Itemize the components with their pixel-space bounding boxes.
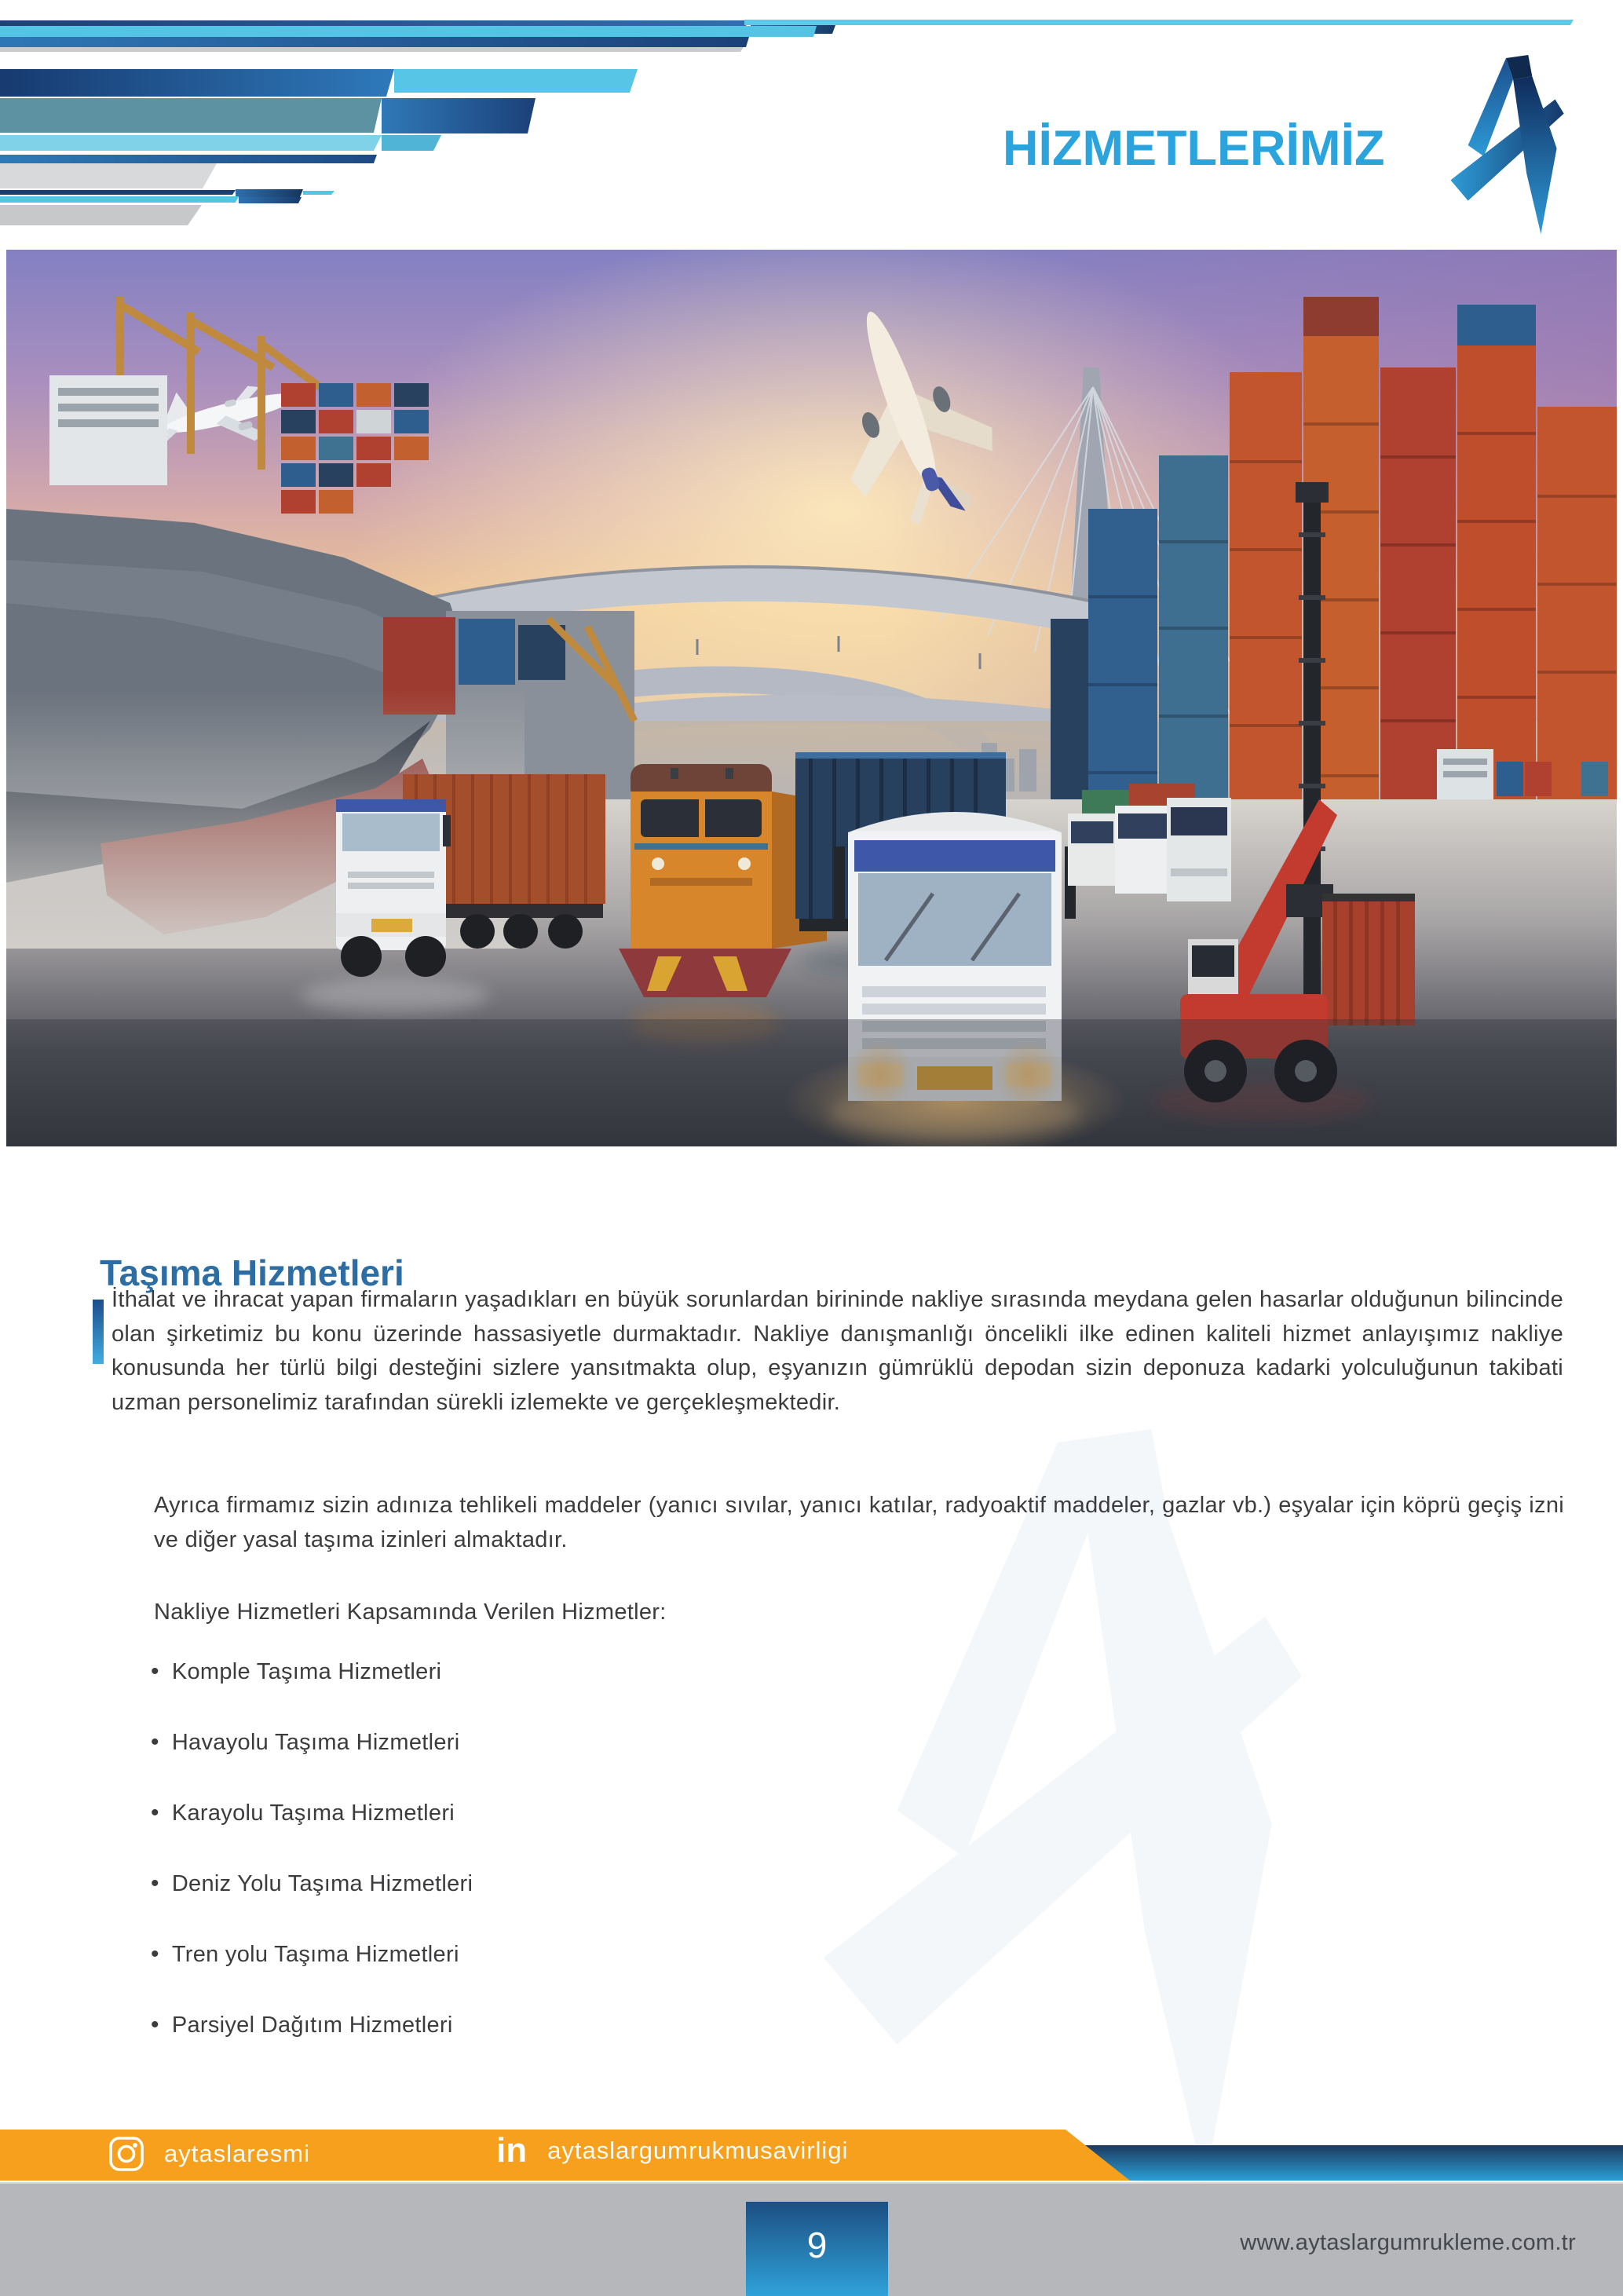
decor-stripe (0, 196, 239, 203)
section-heading: Taşıma Hizmetleri (100, 1252, 404, 1294)
service-label: Tren yolu Taşıma Hizmetleri (171, 1942, 459, 1967)
service-label: Parsiyel Dağıtım Hizmetleri (171, 2013, 453, 2038)
list-item (151, 2012, 473, 2082)
services-list (151, 1658, 473, 2082)
decor-stripe (0, 190, 236, 195)
service-label: Havayolu Taşıma Hizmetleri (171, 1730, 460, 1755)
paragraph-1: İthalat ve ihracat yapan firmaların yaşadıkları en büyük sorunlardan birininde nakliye sırasında meydana gelen hasarlar olduğunun bilincinde olan şirketimiz bu konu üzerinde hassasiyetle durmaktadır. Nakliye danışmanlığı öncelikli ilke edinen kaliteli hizmet anlayışımız nakliye konusunda her türlü bilgi desteğini sizlere yansıtmakta olup, eşyanızın gümrüklü depodan sizin deponuza kadarki yolculuğunun takibati uzman personelimiz tarafından sürekli izlemekte ve gerçekleşmektedir. (111, 1287, 1563, 1415)
bullet-icon: • (151, 1941, 159, 1967)
instagram-icon (108, 2135, 145, 2173)
paragraph-2: Ayrıca firmamız sizin adınıza tehlikeli maddeler (yanıcı sıvılar, yanıcı katılar, radyoaktif maddeler, gazlar vb.) eşyalar için köprü geçiş izni ve diğer yasal taşıma izinleri almaktadır. (154, 1493, 1564, 1552)
services-list-intro: Nakliye Hizmetleri Kapsamında Verilen Hizmetler: (154, 1600, 667, 1625)
decor-stripe (0, 163, 217, 188)
decor-stripe (382, 135, 441, 151)
page-number-box (746, 2202, 888, 2296)
bullet-icon: • (151, 1800, 159, 1826)
vignette (6, 1019, 1617, 1146)
hero-photo (6, 250, 1617, 1146)
page-number: 9 (806, 2225, 828, 2265)
decor-stripe (303, 191, 334, 195)
decor-stripe (0, 69, 394, 97)
list-item (151, 1941, 473, 2012)
accent-bar (93, 1300, 104, 1364)
decor-stripe (0, 135, 382, 151)
decor-stripe (382, 98, 536, 133)
website-link[interactable]: www.aytaslargumrukleme.com.tr (1240, 2230, 1576, 2255)
decor-stripe (394, 69, 638, 93)
bullet-icon: • (151, 1729, 159, 1755)
decor-stripe (239, 197, 302, 203)
list-item (151, 1729, 473, 1800)
decor-stripe (0, 47, 744, 52)
decor-stripe (0, 26, 817, 37)
decor-stripe (0, 98, 382, 133)
decor-stripe (0, 20, 749, 26)
instagram-handle: aytaslaresmi (164, 2140, 310, 2167)
decor-stripe (744, 20, 1574, 25)
bullet-icon: • (151, 2012, 159, 2038)
instagram-link[interactable] (108, 2135, 310, 2173)
linkedin-handle: aytaslargumrukmusavirligi (547, 2137, 849, 2164)
linkedin-link[interactable] (496, 2133, 848, 2169)
service-label: Karayolu Taşıma Hizmetleri (171, 1801, 455, 1826)
truck-left (336, 774, 605, 977)
list-item (151, 1800, 473, 1870)
decor-stripe (0, 205, 202, 225)
decor-stripe (236, 189, 303, 197)
bullet-icon: • (151, 1870, 159, 1896)
brand-logo-icon (1439, 55, 1566, 237)
decor-stripe (0, 37, 749, 47)
truck-queue (1068, 784, 1231, 901)
page-title: HİZMETLERİMİZ (1003, 121, 1385, 176)
decor-stripe (0, 155, 377, 163)
bullet-icon: • (151, 1658, 159, 1684)
list-item (151, 1870, 473, 1941)
service-label: Komple Taşıma Hizmetleri (171, 1659, 442, 1684)
service-label: Deniz Yolu Taşıma Hizmetleri (171, 1871, 473, 1896)
list-item (151, 1658, 473, 1729)
linkedin-icon: in (496, 2131, 528, 2170)
